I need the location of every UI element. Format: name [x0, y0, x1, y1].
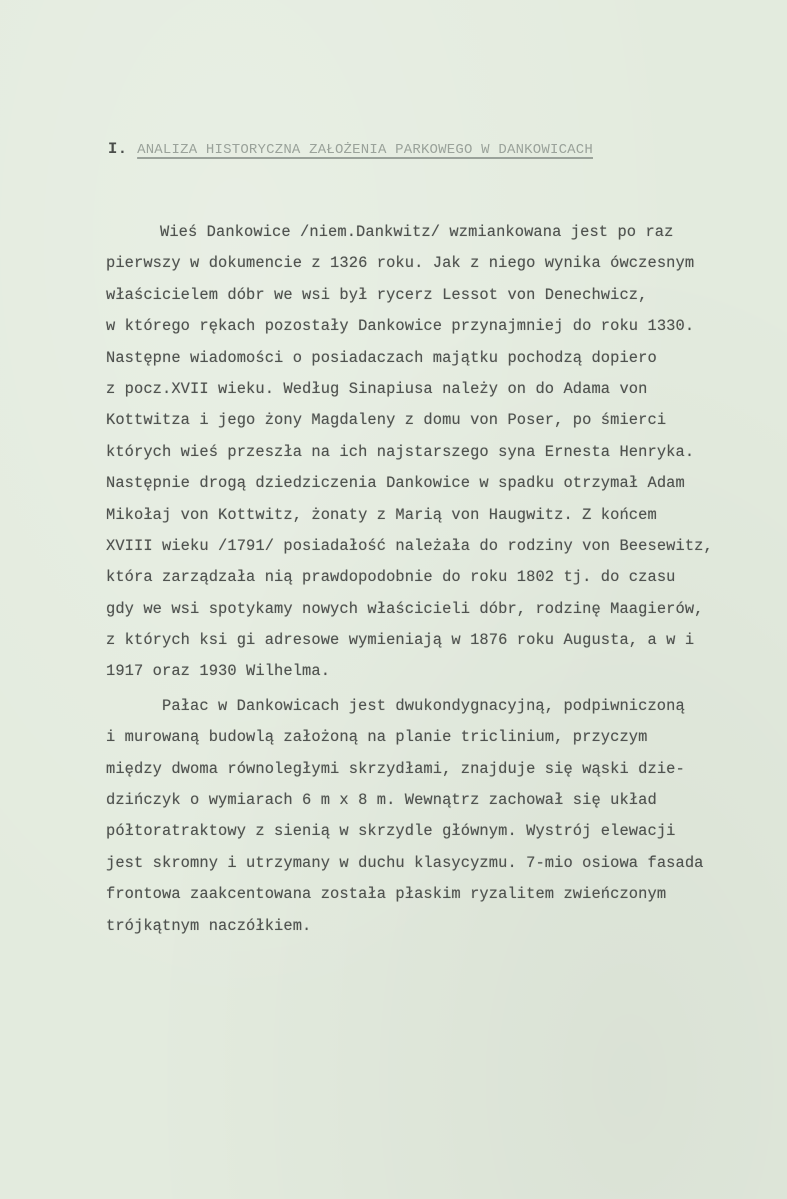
paragraph-1-line: Wieś Dankowice /niem.Dankwitz/ wzmiankowana jest po raz: [160, 223, 674, 241]
paragraph-1-line: z pocz.XVII wieku. Według Sinapiusa należy on do Adama von: [106, 379, 648, 398]
paragraph-2-line: między dwoma równoległymi skrzydłami, znajduje się wąski dzie-: [106, 759, 685, 778]
section-heading: [108, 140, 708, 158]
paragraph-2-line: Pałac w Dankowicach jest dwukondygnacyjną, podpiwniczoną: [162, 696, 685, 715]
paragraph-1-line: właścicielem dóbr we wsi był rycerz Lessot von Denechwicz,: [106, 285, 648, 304]
paragraph-1-line: Kottwitza i jego żony Magdaleny z domu von Poser, po śmierci: [106, 411, 667, 430]
section-number: I.: [108, 140, 128, 158]
paragraph-1-line: 1917 oraz 1930 Wilhelma.: [106, 662, 331, 681]
paragraph-1-line: w którego rękach pozostały Dankowice przynajmniej do roku 1330.: [106, 317, 695, 336]
paragraph-1-line: gdy we wsi spotykamy nowych właścicieli dóbr, rodzinę Maagierów,: [106, 599, 704, 618]
paragraph-1-line: Następne wiadomości o posiadaczach majątku pochodzą dopiero: [106, 348, 657, 367]
paragraph-2-line: trójkątnym naczółkiem.: [106, 916, 312, 935]
section-title: ANALIZA HISTORYCZNA ZAŁOŻENIA PARKOWEGO W DANKOWICACH: [137, 142, 593, 158]
document-body: [106, 217, 774, 942]
paragraph-2-line: frontowa zaakcentowana została płaskim ryzalitem zwieńczonym: [106, 885, 667, 904]
paragraph-1-line: która zarządzała nią prawdopodobnie do roku 1802 tj. do czasu: [106, 568, 676, 587]
paragraph-2-line: półtoratraktowy z sienią w skrzydle głównym. Wystrój elewacji: [106, 822, 676, 841]
paragraph-2-line: i murowaną budowlą założoną na planie triclinium, przyczym: [106, 728, 648, 747]
paragraph-1-line: pierwszy w dokumencie z 1326 roku. Jak z niego wynika ówczesnym: [106, 254, 695, 273]
paragraph-2-line: dzińczyk o wymiarach 6 m x 8 m. Wewnątrz zachował się układ: [106, 791, 657, 810]
paragraph-2-line: jest skromny i utrzymany w duchu klasycyzmu. 7-mio osiowa fasada: [106, 853, 704, 872]
paragraph-1-line: XVIII wieku /1791/ posiadałość należała do rodziny von Beesewitz,: [106, 536, 713, 555]
paragraph-1-line: Następnie drogą dziedziczenia Dankowice w spadku otrzymał Adam: [106, 474, 685, 493]
paragraph-1-line: z których ksi gi adresowe wymieniają w 1876 roku Augusta, a w i: [106, 631, 695, 650]
paragraph-1-line: których wieś przeszła na ich najstarszego syna Ernesta Henryka.: [106, 442, 695, 461]
paragraph-1-line: Mikołaj von Kottwitz, żonaty z Marią von Haugwitz. Z końcem: [106, 505, 657, 524]
